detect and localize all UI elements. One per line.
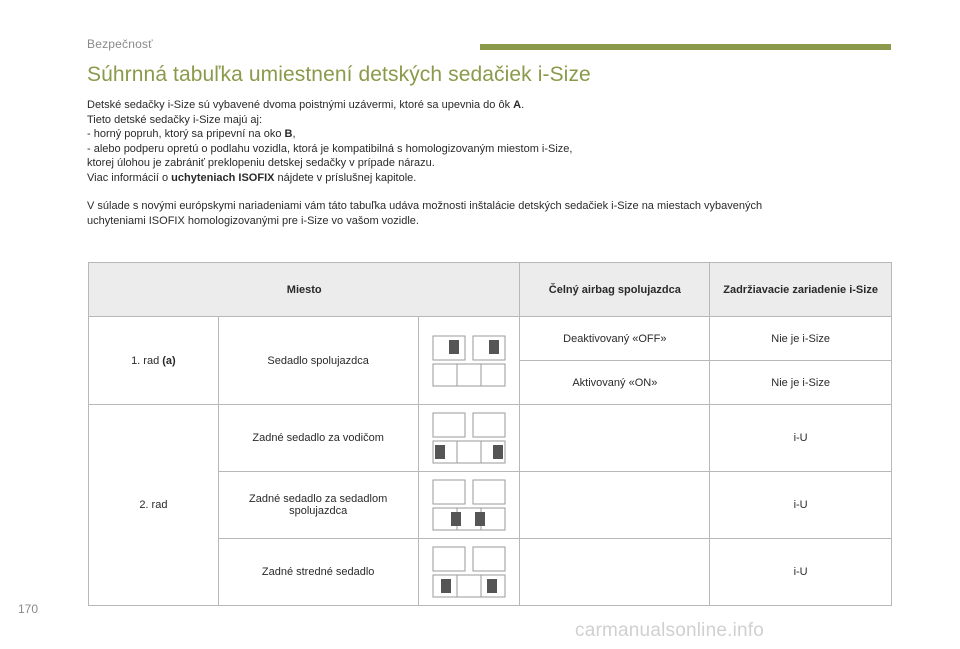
car-seat-icon (429, 476, 509, 534)
intro-line: Detské sedačky i-Size sú vybavené dvoma poistnými uzávermi, ktoré sa upevnia do ôk A. (87, 99, 525, 111)
airbag-na (520, 472, 710, 539)
intro-line: V súlade s novými európskymi nariadeniami vám táto tabuľka udáva možnosti inštalácie detských sedačiek i-Size na miestach vybavených (87, 200, 763, 212)
seat-diagram-rear-driver-side (418, 405, 520, 472)
restraint-rear-center: i-U (710, 539, 892, 606)
restraint-airbag-off: Nie je i-Size (710, 317, 892, 361)
section-divider-bar (480, 44, 891, 50)
seat-rear-driver-side: Zadné sedadlo za vodičom (218, 405, 418, 472)
row-label-second: 2. rad (89, 405, 219, 606)
restraint-rear-passenger-side: i-U (710, 472, 892, 539)
intro-text (87, 98, 897, 228)
watermark: carmanualsonline.info (575, 620, 765, 641)
page-title: Súhrnná tabuľka umiestnení detských sedačiek i-Size (87, 63, 591, 86)
airbag-on: Aktivovaný «ON» (520, 361, 710, 405)
car-seat-icon (429, 332, 509, 390)
intro-line: - horný popruh, ktorý sa pripevní na oko B, (87, 128, 296, 140)
section-label: Bezpečnosť (87, 37, 153, 51)
car-seat-icon (429, 543, 509, 601)
header-place: Miesto (89, 263, 520, 317)
seat-rear-center: Zadné stredné sedadlo (218, 539, 418, 606)
restraint-airbag-on: Nie je i-Size (710, 361, 892, 405)
header-restraint: Zadržiavacie zariadenie i-Size (710, 263, 892, 317)
intro-line: - alebo podperu opretú o podlahu vozidla, ktorá je kompatibilná s homologizovaným miestom i-Size, (87, 142, 573, 155)
intro-line: Tieto detské sedačky i-Size majú aj: (87, 113, 263, 126)
seat-passenger: Sedadlo spolujazdca (218, 317, 418, 405)
row-label-first: 1. rad (a) (89, 317, 219, 405)
seat-rear-passenger-side: Zadné sedadlo za sedadlom spolujazdca (218, 472, 418, 539)
airbag-na (520, 405, 710, 472)
airbag-off: Deaktivovaný «OFF» (520, 317, 710, 361)
seat-diagram-rear-passenger-side (418, 472, 520, 539)
seat-diagram-passenger (418, 317, 520, 405)
intro-line: uchyteniami ISOFIX homologizovanými pre i-Size vo vašom vozidle. (87, 214, 419, 227)
car-seat-icon (429, 409, 509, 467)
airbag-na (520, 539, 710, 606)
intro-line: ktorej úlohou je zabrániť preklopeniu detskej sedačky v prípade nárazu. (87, 157, 435, 169)
seat-diagram-rear-center (418, 539, 520, 606)
isize-seat-table (88, 262, 892, 606)
intro-line: Viac informácií o uchyteniach ISOFIX nájdete v príslušnej kapitole. (87, 171, 417, 184)
header-airbag: Čelný airbag spolujazdca (520, 263, 710, 317)
restraint-rear-driver-side: i-U (710, 405, 892, 472)
page-number: 170 (18, 602, 39, 616)
